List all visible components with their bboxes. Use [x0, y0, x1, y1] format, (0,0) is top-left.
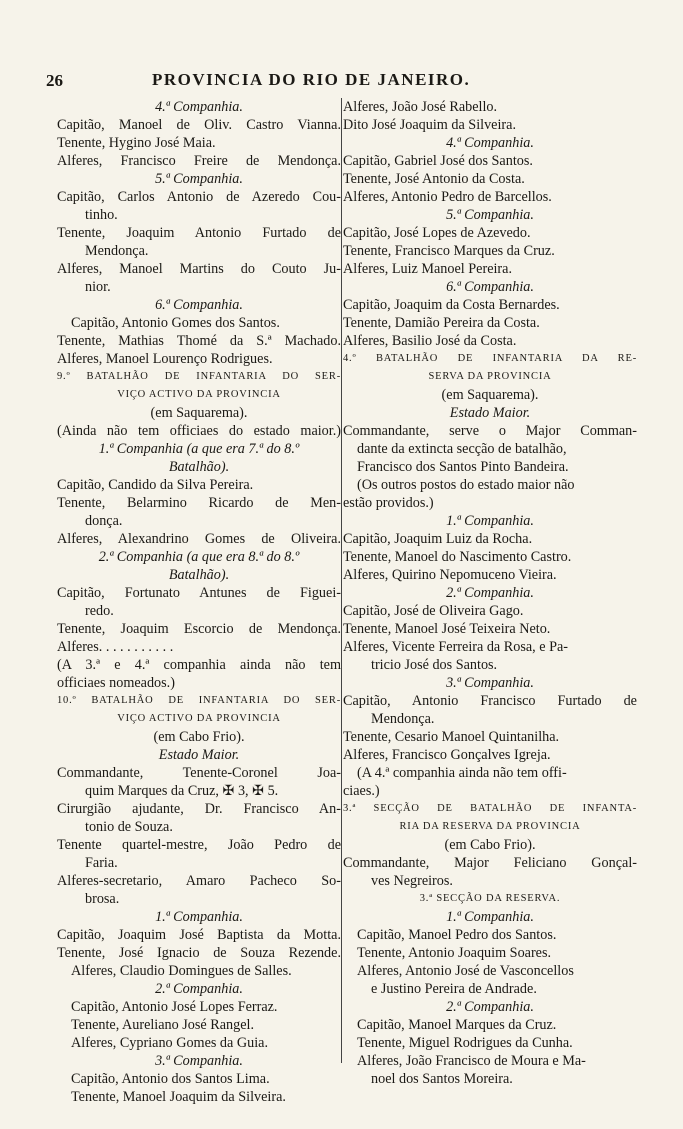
- text-line: 2.ª Companhia.: [155, 981, 243, 997]
- text-line: 4.ª Companhia.: [446, 135, 534, 151]
- text-line: (em Cabo Frio).: [153, 729, 245, 745]
- text-line: (A 4.ª companhia ainda não tem offi-: [357, 765, 567, 781]
- text-line: Tenente, Joaquim Antonio Furtado de: [57, 225, 341, 241]
- text-line: Tenente, Manoel José Teixeira Neto.: [343, 621, 551, 637]
- text-line: estão providos.): [343, 495, 434, 511]
- text-line: Batalhão).: [168, 567, 230, 583]
- text-line: ves Negreiros.: [371, 873, 453, 889]
- text-line: Tenente, Aureliano José Rangel.: [71, 1017, 254, 1033]
- text-line: Alferes, Alexandrino Gomes de Oliveira.: [57, 531, 341, 547]
- text-line: (Ainda não tem officiaes do estado maior.): [57, 423, 341, 439]
- text-line: Capitão, Manoel Pedro dos Santos.: [357, 927, 557, 943]
- text-line: 1.ª Companhia.: [446, 513, 534, 529]
- text-line: Capitão, Joaquim da Costa Bernardes.: [343, 297, 560, 313]
- text-line: Capitão, Antonio Francisco Furtado de: [343, 693, 637, 709]
- text-line: Estado Maior.: [158, 747, 240, 763]
- text-line: 3.ª SECÇÃO DE BATALHÃO DE INFANTA-: [343, 803, 637, 814]
- text-line: (em Cabo Frio).: [444, 837, 536, 853]
- text-line: Tenente, Cesario Manoel Quintanilha.: [343, 729, 560, 745]
- text-line: tricio José dos Santos.: [371, 657, 498, 673]
- text-line: VIÇO ACTIVO DA PROVINCIA: [117, 713, 281, 724]
- text-line: Alferes, Francisco Gonçalves Igreja.: [343, 747, 551, 763]
- text-line: Commandante, Tenente-Coronel Joa-: [57, 765, 341, 781]
- text-line: Capitão, José de Oliveira Gago.: [343, 603, 524, 619]
- text-line: (em Saquarema).: [441, 387, 539, 403]
- text-line: Capitão, Carlos Antonio de Azeredo Cou-: [57, 189, 341, 205]
- text-line: Alferes, Basilio José da Costa.: [343, 333, 517, 349]
- text-line: 6.ª Companhia.: [446, 279, 534, 295]
- text-line: RIA DA RESERVA DA PROVINCIA: [399, 821, 581, 832]
- text-line: 3.ª SECÇÃO DA RESERVA.: [419, 893, 561, 904]
- text-line: tonio de Souza.: [85, 819, 173, 835]
- text-line: Estado Maior.: [449, 405, 531, 421]
- text-line: 2.ª Companhia.: [446, 585, 534, 601]
- text-line: Tenente, Damião Pereira da Costa.: [343, 315, 540, 331]
- text-line: Capitão, Antonio dos Santos Lima.: [71, 1071, 270, 1087]
- text-line: Tenente, Manoel do Nascimento Castro.: [343, 549, 572, 565]
- text-line: Tenente, Antonio Joaquim Soares.: [357, 945, 552, 961]
- text-line: Dito José Joaquim da Silveira.: [343, 117, 516, 133]
- text-line: Capitão, Joaquim José Baptista da Motta.: [57, 927, 341, 943]
- text-line: Capitão, Manoel Marques da Cruz.: [357, 1017, 557, 1033]
- text-line: Tenente quartel-mestre, João Pedro de: [57, 837, 341, 853]
- text-line: e Justino Pereira de Andrade.: [371, 981, 537, 997]
- text-line: Mendonça.: [371, 711, 435, 727]
- text-line: 5.ª Companhia.: [155, 171, 243, 187]
- text-line: ciaes.): [343, 783, 380, 799]
- text-line: dante da extincta secção de batalhão,: [357, 441, 567, 457]
- text-line: Alferes-secretario, Amaro Pacheco So-: [57, 873, 341, 889]
- text-line: Faria.: [85, 855, 118, 871]
- text-line: Alferes, Cypriano Gomes da Guia.: [71, 1035, 268, 1051]
- text-line: nior.: [85, 279, 111, 295]
- text-line: Capitão, Joaquim Luiz da Rocha.: [343, 531, 533, 547]
- text-line: 1.ª Companhia (a que era 7.ª do 8.º: [98, 441, 300, 457]
- text-line: redo.: [85, 603, 114, 619]
- text-line: Alferes, Vicente Ferreira da Rosa, e Pa-: [343, 639, 569, 655]
- text-line: Capitão, José Lopes de Azevedo.: [343, 225, 531, 241]
- text-line: Mendonça.: [85, 243, 149, 259]
- text-line: Capitão, Gabriel José dos Santos.: [343, 153, 533, 169]
- text-line: 6.ª Companhia.: [155, 297, 243, 313]
- text-line: Alferes, Francisco Freire de Mendonça.: [57, 153, 341, 169]
- text-line: noel dos Santos Moreira.: [371, 1071, 513, 1087]
- text-line: 4.º BATALHÃO DE INFANTARIA DA RE-: [343, 353, 637, 364]
- text-line: donça.: [85, 513, 123, 529]
- text-line: 2.ª Companhia.: [446, 999, 534, 1015]
- text-line: Alferes, Quirino Nepomuceno Vieira.: [343, 567, 557, 583]
- text-line: 9.º BATALHÃO DE INFANTARIA DO SER-: [57, 371, 341, 382]
- text-line: Capitão, Fortunato Antunes de Figuei-: [57, 585, 341, 601]
- text-line: brosa.: [85, 891, 120, 907]
- text-line: 2.ª Companhia (a que era 8.ª do 8.º: [98, 549, 300, 565]
- column-divider: [341, 98, 342, 1063]
- text-line: Alferes, Claudio Domingues de Salles.: [71, 963, 292, 979]
- text-line: SERVA DA PROVINCIA: [428, 371, 552, 382]
- text-line: (A 3.ª e 4.ª companhia ainda não tem: [57, 657, 341, 673]
- text-line: 3.ª Companhia.: [446, 675, 534, 691]
- text-line: (Os outros postos do estado maior não: [357, 477, 575, 493]
- text-line: tinho.: [85, 207, 118, 223]
- text-line: Commandante, Major Feliciano Gonçal-: [343, 855, 637, 871]
- text-line: Tenente, Joaquim Escorcio de Mendonça.: [57, 621, 341, 637]
- text-line: Alferes, João Francisco de Moura e Ma-: [357, 1053, 586, 1069]
- text-line: 10.º BATALHÃO DE INFANTARIA DO SER-: [57, 695, 341, 706]
- text-line: officiaes nomeados.): [57, 675, 175, 691]
- text-line: Capitão, Antonio José Lopes Ferraz.: [71, 999, 278, 1015]
- text-line: Tenente, Mathias Thomé da S.ª Machado.: [57, 333, 341, 349]
- text-line: Tenente, José Antonio da Costa.: [343, 171, 525, 187]
- text-line: quim Marques da Cruz, ✠ 3, ✠ 5.: [85, 783, 279, 799]
- text-line: Alferes, Manoel Lourenço Rodrigues.: [57, 351, 273, 367]
- text-line: Tenente, José Ignacio de Souza Rezende.: [57, 945, 341, 961]
- text-line: VIÇO ACTIVO DA PROVINCIA: [117, 389, 281, 400]
- text-line: Commandante, serve o Major Comman-: [343, 423, 637, 439]
- text-line: 1.ª Companhia.: [155, 909, 243, 925]
- page-number: 26: [46, 71, 63, 90]
- text-line: Alferes, João José Rabello.: [343, 99, 498, 115]
- text-line: 5.ª Companhia.: [446, 207, 534, 223]
- text-line: 1.ª Companhia.: [446, 909, 534, 925]
- text-line: (em Saquarema).: [150, 405, 248, 421]
- text-line: Francisco dos Santos Pinto Bandeira.: [357, 459, 569, 475]
- text-line: Capitão, Antonio Gomes dos Santos.: [71, 315, 280, 331]
- text-line: Tenente, Manoel Joaquim da Silveira.: [71, 1089, 286, 1105]
- text-line: Capitão, Manoel de Oliv. Castro Vianna.: [57, 117, 341, 133]
- text-line: Alferes, Antonio José de Vasconcellos: [357, 963, 574, 979]
- text-line: Tenente, Hygino José Maia.: [57, 135, 216, 151]
- text-line: Alferes, Luiz Manoel Pereira.: [343, 261, 512, 277]
- text-line: Cirurgião ajudante, Dr. Francisco An-: [57, 801, 341, 817]
- text-line: 3.ª Companhia.: [155, 1053, 243, 1069]
- right-column: [343, 98, 637, 1088]
- text-line: Tenente, Francisco Marques da Cruz.: [343, 243, 555, 259]
- text-line: Alferes. . . . . . . . . . .: [57, 639, 174, 655]
- left-column: [57, 98, 341, 1106]
- text-line: Tenente, Belarmino Ricardo de Men-: [57, 495, 341, 511]
- running-title: PROVINCIA DO RIO DE JANEIRO.: [152, 70, 471, 89]
- text-line: Capitão, Candido da Silva Pereira.: [57, 477, 254, 493]
- text-line: Alferes, Manoel Martins do Couto Ju-: [57, 261, 341, 277]
- text-line: 4.ª Companhia.: [155, 99, 243, 115]
- text-line: Alferes, Antonio Pedro de Barcellos.: [343, 189, 552, 205]
- text-line: Batalhão).: [168, 459, 230, 475]
- text-line: Tenente, Miguel Rodrigues da Cunha.: [357, 1035, 573, 1051]
